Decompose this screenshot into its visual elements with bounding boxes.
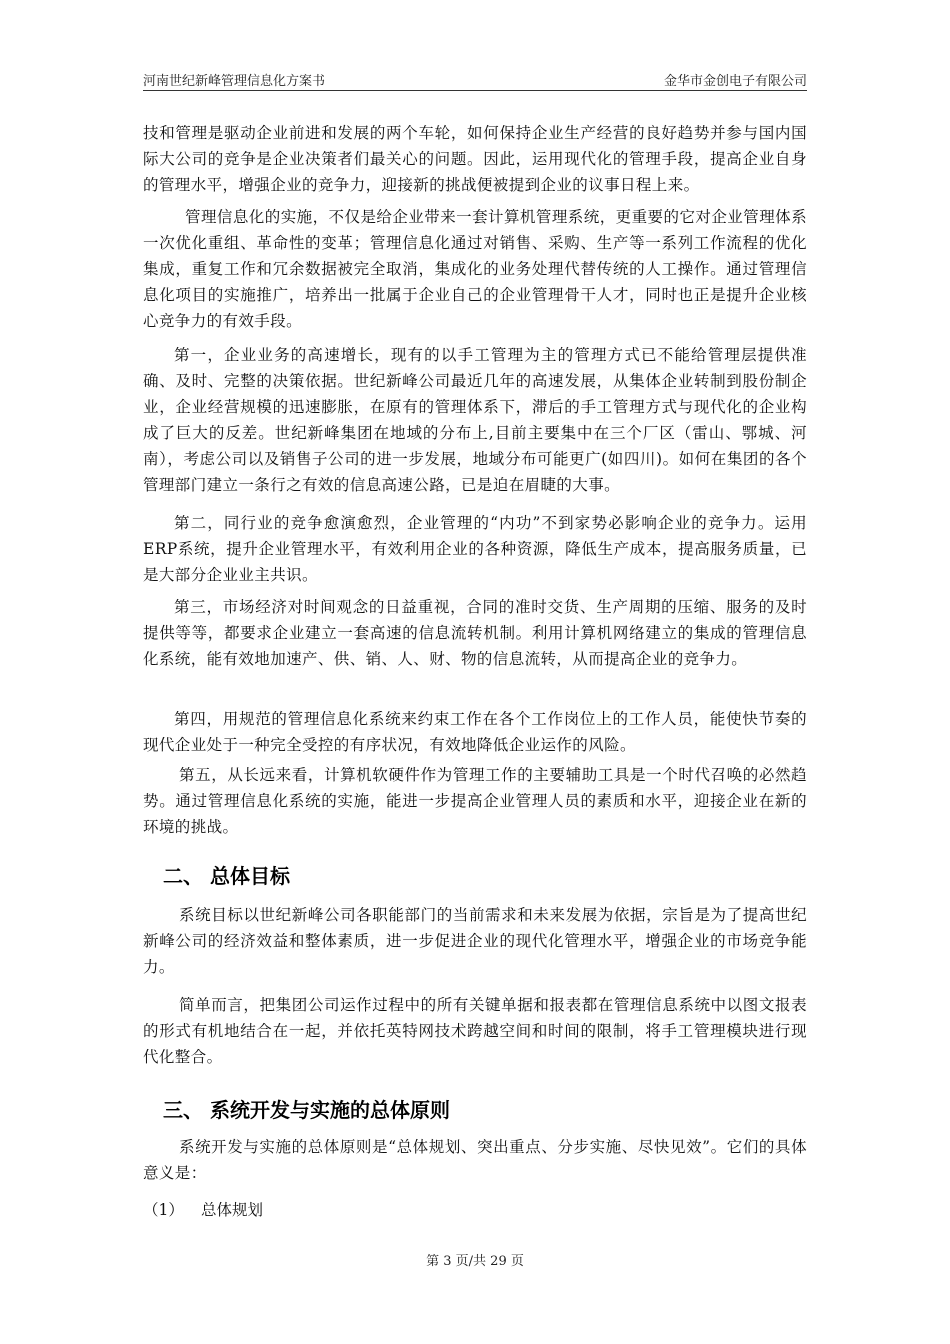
list-item-overall-planning (143, 1198, 263, 1220)
paragraph-goal: 系统目标以世纪新峰公司各职能部门的当前需求和未来发展为依据，宗旨是为了提高世纪新峰公司的经济效益和整体素质，进一步促进企业的现代化管理水平，增强企业的市场竞争能力。 (143, 906, 807, 976)
section-heading-overall-goal: 二、 总体目标 (163, 864, 290, 888)
list-item-number: （1） (143, 1201, 184, 1219)
paragraph-goal-summary: 简单而言，把集团公司运作过程中的所有关键单据和报表都在管理信息系统中以图文报表的形式有机地结合在一起，并依托英特网技术跨越空间和时间的限制，将手工管理模块进行现代化整合。 (143, 996, 807, 1066)
header-company-name: 金华市金创电子有限公司 (663, 74, 807, 89)
paragraph-informatization: 管理信息化的实施，不仅是给企业带来一套计算机管理系统，更重要的它对企业管理体系一次优化重组、革命性的变革；管理信息化通过对销售、采购、生产等一系列工作流程的优化集成，重复工作和冗余数据被完全取消，集成化的业务处理代替传统的人工操作。通过管理信息化项目的实施推广，培养出一批属于企业自己的企业管理骨干人才，同时也正是提升企业核心竞争力的有效手段。 (143, 208, 807, 330)
header-document-title: 河南世纪新峰管理信息化方案书 (143, 74, 326, 89)
section-heading-principles: 三、 系统开发与实施的总体原则 (163, 1098, 450, 1122)
paragraph-intro-continued: 技和管理是驱动企业前进和发展的两个车轮，如何保持企业生产经营的良好趋势并参与国内国际大公司的竞争是企业决策者们最关心的问题。因此，运用现代化的管理手段，提高企业自身的管理水平，增强企业的竞争力，迎接新的挑战便被提到企业的议事日程上来。 (143, 124, 807, 194)
paragraph-reason-4: 第四，用规范的管理信息化系统来约束工作在各个工作岗位上的工作人员，能使快节奏的现代企业处于一种完全受控的有序状况，有效地降低企业运作的风险。 (143, 710, 807, 754)
page-number-footer: 第 3 页/共 29 页 (426, 1254, 524, 1269)
list-item-text: 总体规划 (201, 1201, 264, 1219)
paragraph-reason-3: 第三，市场经济对时间观念的日益重视，合同的准时交货、生产周期的压缩、服务的及时提供等等，都要求企业建立一套高速的信息流转机制。利用计算机网络建立的集成的管理信息化系统，能有效地加速产、供、销、人、财、物的信息流转，从而提高企业的竞争力。 (143, 598, 807, 668)
paragraph-reason-2: 第二，同行业的竞争愈演愈烈，企业管理的“内功”不到家势必影响企业的竞争力。运用ERP系统，提升企业管理水平，有效利用企业的各种资源，降低生产成本，提高服务质量，已是大部分企业业主共识。 (143, 514, 807, 584)
paragraph-reason-1: 第一，企业业务的高速增长，现有的以手工管理为主的管理方式已不能给管理层提供准确、及时、完整的决策依据。世纪新峰公司最近几年的高速发展，从集体企业转制到股份制企业，企业经营规模的迅速膨胀，在原有的管理体系下，滞后的手工管理方式与现代化的企业构成了巨大的反差。世纪新峰集团在地域的分布上,目前主要集中在三个厂区（雷山、鄂城、河南），考虑公司以及销售子公司的进一步发展，地域分布可能更广(如四川)。如何在集团的各个管理部门建立一条行之有效的信息高速公路，已是迫在眉睫的大事。 (143, 346, 807, 494)
paragraph-principles: 系统开发与实施的总体原则是“总体规划、突出重点、分步实施、尽快见效”。它们的具体意义是： (143, 1138, 807, 1182)
page-header (143, 66, 807, 91)
paragraph-reason-5: 第五，从长远来看，计算机软硬件作为管理工作的主要辅助工具是一个时代召唤的必然趋势。通过管理信息化系统的实施，能进一步提高企业管理人员的素质和水平，迎接企业在新的环境的挑战。 (143, 766, 807, 836)
